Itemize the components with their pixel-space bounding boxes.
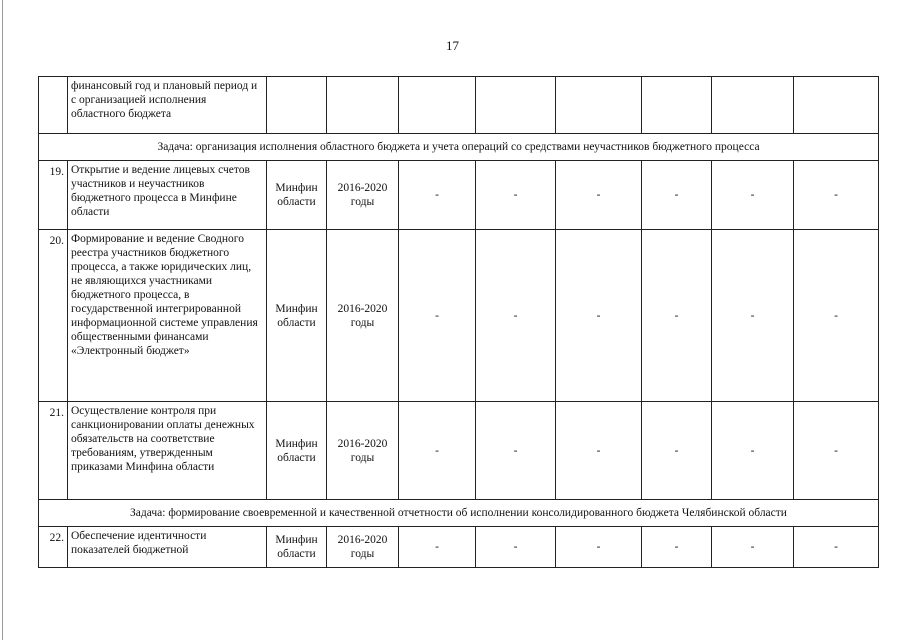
value-cell: - <box>399 230 476 402</box>
table-row <box>39 161 879 230</box>
value-cell: - <box>476 230 556 402</box>
value-cell: - <box>794 402 879 500</box>
row-number-cell <box>39 77 68 134</box>
value-cell: - <box>712 161 794 230</box>
period-cell <box>327 77 399 134</box>
value-cell: - <box>476 402 556 500</box>
value-cell: - <box>712 527 794 568</box>
executor: Минфин области <box>267 230 327 402</box>
executor: Минфин области <box>267 527 327 568</box>
table-row <box>39 230 879 402</box>
value-cell: - <box>399 402 476 500</box>
row-number: 19. <box>39 161 68 230</box>
executor-cell <box>267 77 327 134</box>
value-cell: - <box>399 161 476 230</box>
row-number: 20. <box>39 230 68 402</box>
activity-name: Осуществление контроля при санкционировании оплаты денежных обязательств на соответствие требованиям, утвержденным приказами Минфина области <box>68 402 267 500</box>
executor: Минфин области <box>267 402 327 500</box>
value-cell <box>399 77 476 134</box>
value-cell: - <box>794 527 879 568</box>
value-cell: - <box>399 527 476 568</box>
row-number: 22. <box>39 527 68 568</box>
value-cell: - <box>642 527 712 568</box>
value-cell: - <box>642 402 712 500</box>
period: 2016-2020 годы <box>327 402 399 500</box>
value-cell: - <box>794 230 879 402</box>
value-cell: - <box>556 230 642 402</box>
value-cell: - <box>712 402 794 500</box>
value-cell <box>712 77 794 134</box>
page-number: 17 <box>446 38 459 53</box>
task-header-row <box>39 500 879 527</box>
value-cell: - <box>642 161 712 230</box>
row-number: 21. <box>39 402 68 500</box>
period: 2016-2020 годы <box>327 527 399 568</box>
task-header-row <box>39 134 879 161</box>
value-cell <box>556 77 642 134</box>
task-heading: Задача: формирование своевременной и качественной отчетности об исполнении консолидированного бюджета Челябинской области <box>39 500 879 527</box>
activity-name: Открытие и ведение лицевых счетов участников и неучастников бюджетного процесса в Минфине области <box>68 161 267 230</box>
value-cell: - <box>712 230 794 402</box>
value-cell: - <box>556 161 642 230</box>
activity-name: Формирование и ведение Сводного реестра участников бюджетного процесса, а также юридических лиц, не являющихся участниками бюджетного процесса, в государственной интегрированной информационной системе управления общественными финансами «Электронный бюджет» <box>68 230 267 402</box>
table-row-continuation <box>39 77 879 134</box>
executor: Минфин области <box>267 161 327 230</box>
value-cell: - <box>642 230 712 402</box>
value-cell: - <box>794 161 879 230</box>
value-cell: - <box>476 527 556 568</box>
table-row <box>39 527 879 568</box>
value-cell: - <box>556 527 642 568</box>
period: 2016-2020 годы <box>327 161 399 230</box>
page-edge-line <box>2 0 3 640</box>
activities-table <box>38 76 879 568</box>
value-cell <box>476 77 556 134</box>
table-row <box>39 402 879 500</box>
activity-name: Обеспечение идентичности показателей бюджетной <box>68 527 267 568</box>
value-cell: - <box>476 161 556 230</box>
task-heading: Задача: организация исполнения областного бюджета и учета операций со средствами неучастников бюджетного процесса <box>39 134 879 161</box>
value-cell <box>642 77 712 134</box>
value-cell: - <box>556 402 642 500</box>
activity-name: финансовый год и плановый период и с организацией исполнения областного бюджета <box>68 77 267 134</box>
period: 2016-2020 годы <box>327 230 399 402</box>
value-cell <box>794 77 879 134</box>
